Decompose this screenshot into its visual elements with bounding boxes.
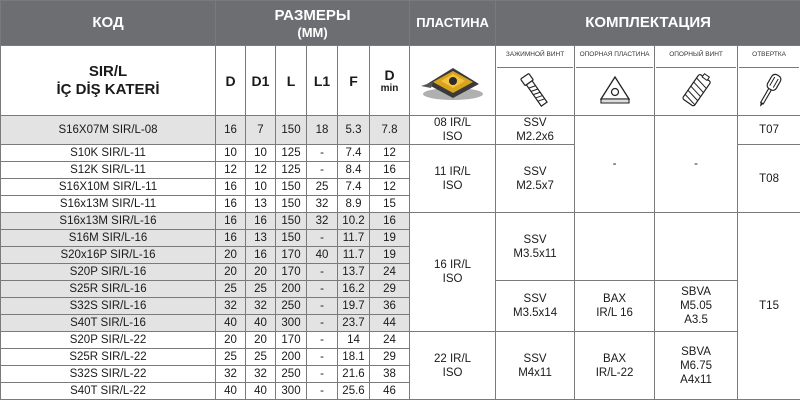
insert-group-11: 11 IR/L ISO: [410, 145, 496, 213]
subheader-row: [1, 46, 800, 116]
row-d1: 20: [246, 332, 276, 349]
row-f: 8.4: [338, 162, 370, 179]
shim-plate-icon: [595, 71, 635, 111]
row-f: 25.6: [338, 383, 370, 400]
col-dmin: D min: [370, 46, 410, 116]
row-d: 10: [216, 145, 246, 162]
shim-screw-icon: [676, 71, 716, 111]
row-d1: 32: [246, 298, 276, 315]
row-d: 20: [216, 264, 246, 281]
row-dmin: 24: [370, 264, 410, 281]
row-d1: 10: [246, 145, 276, 162]
insert-picture-cell: [410, 46, 496, 116]
row-l1: -: [307, 383, 338, 400]
row-f: 7.4: [338, 145, 370, 162]
row-f: 5.3: [338, 116, 370, 145]
row-l: 250: [276, 366, 307, 383]
col-d1: D1: [246, 46, 276, 116]
row-f: 11.7: [338, 247, 370, 264]
row-l1: 25: [307, 179, 338, 196]
row-d1: 25: [246, 281, 276, 298]
row-l1: -: [307, 281, 338, 298]
row-code: S16x13M SIR/L-16: [1, 213, 216, 230]
row-code: S20P SIR/L-22: [1, 332, 216, 349]
kit-shim-screw-header: ОПОРНЫЙ ВИНТ: [655, 46, 738, 116]
row-l1: 40: [307, 247, 338, 264]
row-code: S20P SIR/L-16: [1, 264, 216, 281]
row-l1: -: [307, 298, 338, 315]
row-d: 16: [216, 213, 246, 230]
row-dmin: 19: [370, 247, 410, 264]
row-l1: 32: [307, 213, 338, 230]
row-f: 18.1: [338, 349, 370, 366]
row-f: 21.6: [338, 366, 370, 383]
screw-group-16a: SSV M3.5x11: [496, 213, 575, 281]
row-dmin: 24: [370, 332, 410, 349]
key-group-t08: T08: [738, 145, 800, 213]
row-dmin: 16: [370, 213, 410, 230]
clamp-screw-icon: [515, 71, 555, 111]
col-l1: L1: [307, 46, 338, 116]
row-l1: -: [307, 264, 338, 281]
kit-shim-header: ОПОРНАЯ ПЛАСТИНА: [575, 46, 655, 116]
row-d: 25: [216, 349, 246, 366]
row-l: 150: [276, 213, 307, 230]
row-code: S16x13M SIR/L-11: [1, 196, 216, 213]
row-code: S40T SIR/L-16: [1, 315, 216, 332]
row-f: 13.7: [338, 264, 370, 281]
row-code: S10K SIR/L-11: [1, 145, 216, 162]
shim-empty-cell: [575, 213, 655, 281]
row-dmin: 38: [370, 366, 410, 383]
kit-header: КОМПЛЕКТАЦИЯ: [496, 1, 800, 46]
row-d1: 16: [246, 247, 276, 264]
row-l1: -: [307, 145, 338, 162]
row-dmin: 29: [370, 281, 410, 298]
row-l: 170: [276, 332, 307, 349]
row-l1: -: [307, 349, 338, 366]
row-d: 40: [216, 383, 246, 400]
shim-screw-empty-cell: [655, 213, 738, 281]
row-d: 40: [216, 315, 246, 332]
row-f: 7.4: [338, 179, 370, 196]
row-code: S16X07M SIR/L-08: [1, 116, 216, 145]
row-dmin: 46: [370, 383, 410, 400]
insert-group-16: 16 IR/L ISO: [410, 213, 496, 332]
row-code: S32S SIR/L-16: [1, 298, 216, 315]
col-d: D: [216, 46, 246, 116]
header-row: [1, 1, 800, 46]
row-d: 20: [216, 247, 246, 264]
row-d1: 13: [246, 196, 276, 213]
row-l: 250: [276, 298, 307, 315]
threading-insert-icon: [417, 54, 489, 104]
row-d: 25: [216, 281, 246, 298]
col-f: F: [338, 46, 370, 116]
row-l: 300: [276, 315, 307, 332]
row-l1: 18: [307, 116, 338, 145]
row-dmin: 12: [370, 145, 410, 162]
row-l1: 32: [307, 196, 338, 213]
row-l: 300: [276, 383, 307, 400]
row-code: S20x16P SIR/L-16: [1, 247, 216, 264]
row-d1: 10: [246, 179, 276, 196]
row-l1: -: [307, 366, 338, 383]
row-f: 23.7: [338, 315, 370, 332]
dimensions-header: РАЗМЕРЫ (ММ): [216, 1, 410, 46]
table-row: [1, 332, 800, 349]
row-f: 10.2: [338, 213, 370, 230]
row-l: 150: [276, 179, 307, 196]
shim-screw-group-16: SBVA M5.05 A3.5: [655, 281, 738, 332]
row-d1: 40: [246, 383, 276, 400]
row-f: 8.9: [338, 196, 370, 213]
table-row: [1, 213, 800, 230]
row-dmin: 44: [370, 315, 410, 332]
row-dmin: 29: [370, 349, 410, 366]
key-group-t07: T07: [738, 116, 800, 145]
row-l: 125: [276, 162, 307, 179]
row-code: S12K SIR/L-11: [1, 162, 216, 179]
row-d1: 32: [246, 366, 276, 383]
row-d1: 40: [246, 315, 276, 332]
row-d: 20: [216, 332, 246, 349]
row-l: 200: [276, 349, 307, 366]
row-d: 32: [216, 366, 246, 383]
shim-group-16: BAX IR/L 16: [575, 281, 655, 332]
key-group-t15: T15: [738, 213, 800, 400]
shim-screw-group-22: SBVA M6.75 A4x11: [655, 332, 738, 400]
row-d1: 7: [246, 116, 276, 145]
row-d1: 16: [246, 213, 276, 230]
table-row: [1, 116, 800, 145]
shim-group-none: -: [575, 116, 655, 213]
row-dmin: 15: [370, 196, 410, 213]
row-d: 16: [216, 196, 246, 213]
screw-group-08: SSV M2.2x6: [496, 116, 575, 145]
shim-screw-group-none: -: [655, 116, 738, 213]
row-dmin: 16: [370, 162, 410, 179]
screw-group-22: SSV M4x11: [496, 332, 575, 400]
screwdriver-icon: [749, 71, 789, 111]
insert-header: ПЛАСТИНА: [410, 1, 496, 46]
screw-group-16b: SSV M3.5x14: [496, 281, 575, 332]
row-l: 170: [276, 264, 307, 281]
row-d1: 20: [246, 264, 276, 281]
col-l: L: [276, 46, 307, 116]
row-dmin: 19: [370, 230, 410, 247]
row-code: S25R SIR/L-22: [1, 349, 216, 366]
row-l1: -: [307, 230, 338, 247]
row-d: 16: [216, 116, 246, 145]
code-header: КОД: [1, 1, 216, 46]
insert-group-22: 22 IR/L ISO: [410, 332, 496, 400]
kit-key-header: ОТВЕРТКА: [738, 46, 800, 116]
row-l1: -: [307, 315, 338, 332]
shim-group-22: BAX IR/L-22: [575, 332, 655, 400]
row-l1: -: [307, 162, 338, 179]
row-code: S25R SIR/L-16: [1, 281, 216, 298]
row-l1: -: [307, 332, 338, 349]
kit-screw-header: ЗАЖИМНОЙ ВИНТ: [496, 46, 575, 116]
row-d1: 13: [246, 230, 276, 247]
row-code: S40T SIR/L-22: [1, 383, 216, 400]
row-l: 150: [276, 196, 307, 213]
row-dmin: 12: [370, 179, 410, 196]
table-row: [1, 281, 800, 298]
row-l: 170: [276, 247, 307, 264]
row-code: S32S SIR/L-22: [1, 366, 216, 383]
row-f: 16.2: [338, 281, 370, 298]
row-dmin: 7.8: [370, 116, 410, 145]
row-d: 16: [216, 179, 246, 196]
code-subheader: SIR/L İÇ DİŞ KATERİ: [1, 46, 216, 116]
row-code: S16X10M SIR/L-11: [1, 179, 216, 196]
insert-group-08: 08 IR/L ISO: [410, 116, 496, 145]
row-l: 150: [276, 116, 307, 145]
row-d: 16: [216, 230, 246, 247]
screw-group-11: SSV M2.5x7: [496, 145, 575, 213]
row-f: 14: [338, 332, 370, 349]
row-d: 12: [216, 162, 246, 179]
row-l: 200: [276, 281, 307, 298]
row-d1: 25: [246, 349, 276, 366]
row-f: 19.7: [338, 298, 370, 315]
row-code: S16M SIR/L-16: [1, 230, 216, 247]
row-d: 32: [216, 298, 246, 315]
row-f: 11.7: [338, 230, 370, 247]
row-l: 150: [276, 230, 307, 247]
row-dmin: 36: [370, 298, 410, 315]
row-d1: 12: [246, 162, 276, 179]
row-l: 125: [276, 145, 307, 162]
